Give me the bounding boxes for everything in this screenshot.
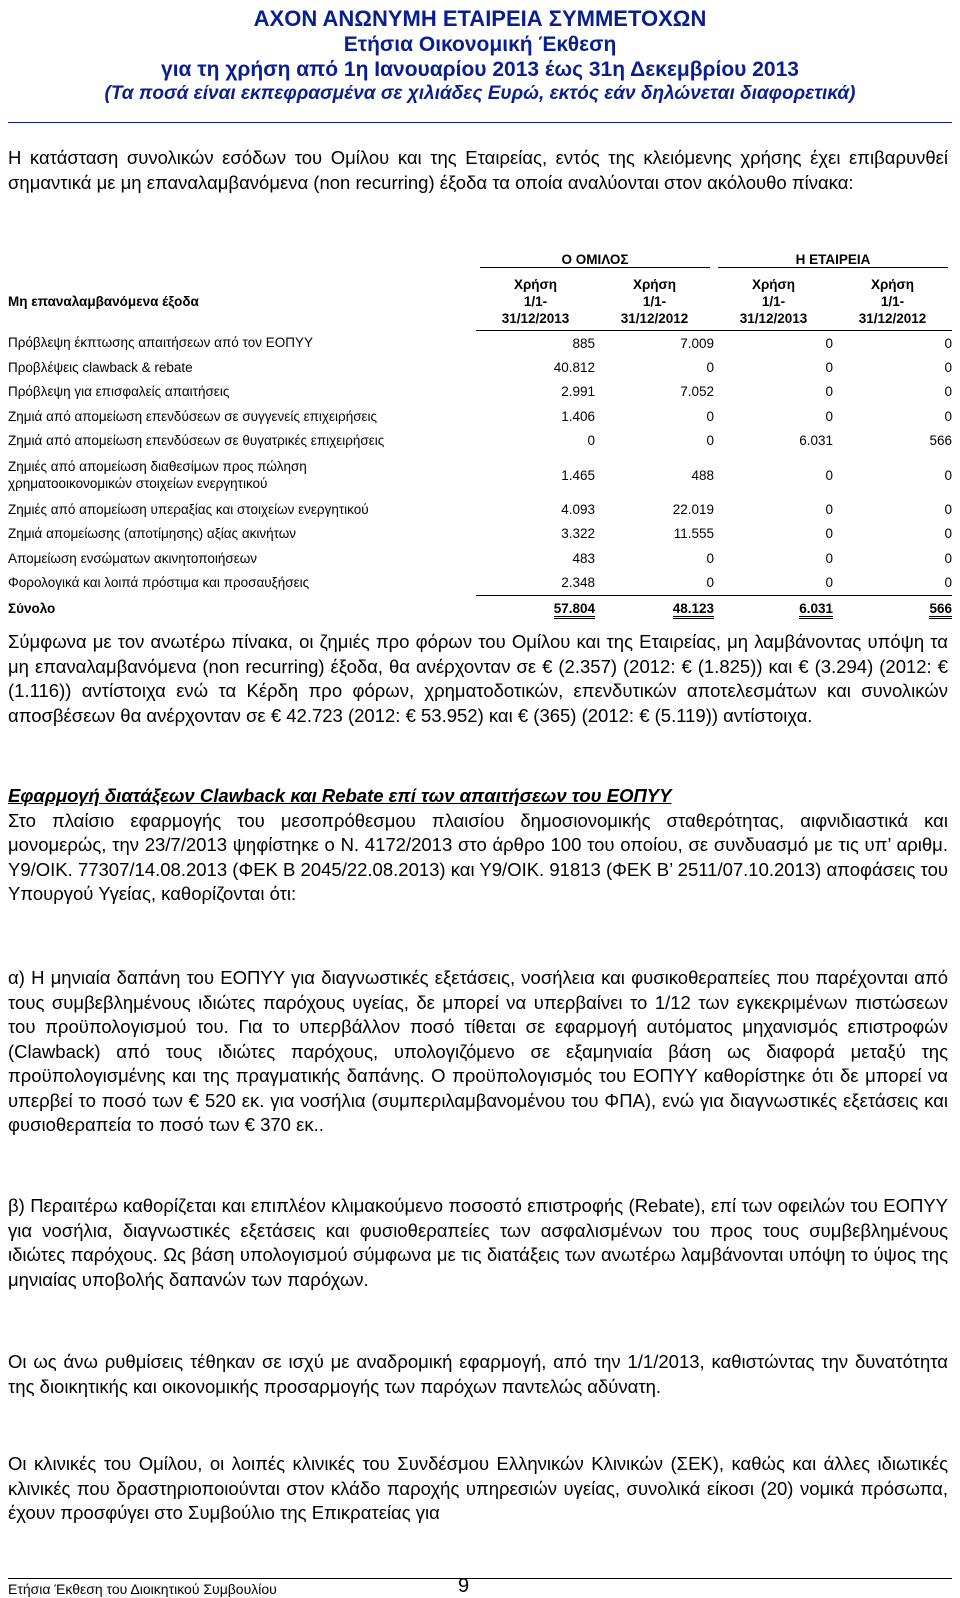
total-value: 48.123 xyxy=(673,601,714,619)
table-row: Απομείωση ενσώματων ακινητοποιήσεων 483 0 0 0 xyxy=(8,550,952,566)
total-value: 566 xyxy=(929,601,952,619)
group-label: Ο ΟΜΙΛΟΣ xyxy=(480,252,710,268)
column-header: Χρήση 1/1- 31/12/2012 xyxy=(595,272,714,331)
summary-paragraph: Σύμφωνα με τον ανωτέρω πίνακα, οι ζημιές προ φόρων του Ομίλου και της Εταιρείας, μη λαμβάνοντας υπόψη τα μη επαναλαμβανόμενα (non recurring) έξοδα, θα ανέρχονταν σε € (2.357) (2012: € (1.825)) και € (3.294) (2012: € (1.116)) αντίστοιχα ενώ τα Κέρδη προ φόρων, χρηματοδοτικών, επενδυτικών αποτελεσμάτων και συνολικών αποσβέσεων θα ανέρχονταν σε € 42.723 (2012: € 53.952) και € (365) (2012: € (5.119)) αντίστοιχα. xyxy=(8,631,948,726)
report-title: Ετήσια Οικονομική Έκθεση xyxy=(343,33,617,56)
paragraph-d: Οι κλινικές του Ομίλου, οι λοιπές κλινικές του Συνδέσμου Ελληνικών Κλινικών (ΣΕΚ), καθώς και άλλες ιδιωτικές κλινικές που δραστηριοποιούνται στον κλάδο παροχής υπηρεσιών υγείας, συνολικά είκοσι (20) νομικά πρόσωπα, έχουν προσφύγει στο Συμβούλιο της Επικρατείας για xyxy=(8,1453,948,1523)
table-row: Ζημιές από απομείωση διαθεσίμων προς πώληση χρηματοοικονομικών στοιχείων ενεργητικού 1.465 488 0 0 xyxy=(8,459,952,491)
intro-paragraph: Η κατάσταση συνολικών εσόδων του Ομίλου και της Εταιρείας, εντός της κλειόμενης χρήσης έχει επιβαρυνθεί σημαντικά με μη επαναλαμβανόμενα (non recurring) έξοδα τα οποία αναλύονται στον ακόλουθο πίνακα: xyxy=(8,147,948,193)
table-row: Ζημιά από απομείωση επενδύσεων σε συγγενείς επιχειρήσεις 1.406 0 0 0 xyxy=(8,408,952,424)
group-column-header xyxy=(476,248,714,272)
paragraph-c: Οι ως άνω ρυθμίσεις τέθηκαν σε ισχύ με αναδρομική εφαρμογή, από την 1/1/2013, καθιστώντας την δυνατότητα της διοικητικής και οικονομικής προσαρμογής των παρόχων παντελώς αδύνατη. xyxy=(8,1351,948,1397)
table-row: Πρόβλεψη έκπτωσης απαιτήσεων από τον ΕΟΠΥΥ 885 7.009 0 0 xyxy=(8,335,952,351)
footer-text: Ετήσια Έκθεση του Διοικητικού Συμβουλίου xyxy=(8,1581,277,1597)
clawback-section xyxy=(8,784,948,907)
header-divider xyxy=(8,122,952,123)
currency-note: (Τα ποσά είναι εκπεφρασμένα σε χιλιάδες Ευρώ, εκτός εάν δηλώνεται διαφορετικά) xyxy=(104,83,856,104)
table-row: Φορολογικά και λοιπά πρόστιμα και προσαυξήσεις 2.348 0 0 0 xyxy=(8,571,952,596)
document-header xyxy=(0,6,960,106)
table-row: Ζημιά απομείωσης (αποτίμησης) αξίας ακινήτων 3.322 11.555 0 0 xyxy=(8,526,952,542)
table-row: Ζημιές από απομείωση υπεραξίας και στοιχείων ενεργητικού 4.093 22.019 0 0 xyxy=(8,501,952,517)
company-column-header xyxy=(714,248,952,272)
paragraph-b: β) Περαιτέρω καθορίζεται και επιπλέον κλιμακούμενο ποσοστό επιστροφής (Rebate), επί των οφειλών του ΕΟΠΥΥ για νοσήλια, διαγνωστικές εξετάσεις και φυσιοθεραπείες των ασφαλισμένων του προς τους συμβεβλημένους ιδιώτες παρόχους. Ως βάση υπολογισμού σύμφωνα με τις διατάξεις των ανωτέρω λαμβάνονται υπόψη το ύψος της μηνιαίας υποβολής δαπανών των παρόχων. xyxy=(8,1195,948,1290)
non-recurring-expenses-table xyxy=(8,248,952,622)
page-number: 9 xyxy=(458,1575,470,1597)
section-title: Εφαρμογή διατάξεων Clawback και Rebate επί των απαιτήσεων του ΕΟΠΥΥ xyxy=(8,785,672,806)
company-label: Η ΕΤΑΙΡΕΙΑ xyxy=(718,252,948,268)
column-header: Χρήση 1/1- 31/12/2012 xyxy=(833,272,952,331)
report-period: για τη χρήση από 1η Ιανουαρίου 2013 έως 31η Δεκεμβρίου 2013 xyxy=(161,58,799,81)
section-body: Στο πλαίσιο εφαρμογής του μεσοπρόθεσμου πλαισίου δημοσιονομικής σταθερότητας, αιφνιδιαστικά και μονομερώς, την 23/7/2013 ψηφίστηκε ο Ν. 4172/2013 στο άρθρο 100 του οποίου, σε συνδυασμό με τις υπ’ αριθμ. Υ9/ΟΙΚ. 77307/14.08.2013 (ΦΕΚ Β 2045/22.08.2013) και Υ9/ΟΙΚ. 91813 (ΦΕΚ Β’ 2511/07.10.2013) αποφάσεις του Υπουργού Υγείας, καθορίζονται ότι: xyxy=(8,809,948,904)
column-header: Χρήση 1/1- 31/12/2013 xyxy=(714,272,833,331)
company-name: ΑΧΟΝ ΑΝΩΝΥΜΗ ΕΤΑΙΡΕΙΑ ΣΥΜΜΕΤΟΧΩΝ xyxy=(253,6,707,31)
page-footer xyxy=(8,1575,952,1597)
total-row xyxy=(8,595,952,622)
total-value: 6.031 xyxy=(799,601,833,619)
row-header: Μη επαναλαμβανόμενα έξοδα xyxy=(8,293,199,309)
table-row: Ζημιά από απομείωση επενδύσεων σε θυγατρικές επιχειρήσεις 0 0 6.031 566 xyxy=(8,433,952,449)
table-row: Πρόβλεψη για επισφαλείς απαιτήσεις 2.991 7.052 0 0 xyxy=(8,384,952,400)
paragraph-a: α) Η μηνιαία δαπάνη του ΕΟΠΥΥ για διαγνωστικές εξετάσεις, νοσήλεια και φυσικοθεραπείες που παρέχονται από τους συμβεβλημένους ιδιώτες παρόχους υγείας, δε μπορεί να υπερβαίνει το 1/12 των εγκεκριμένων πιστώσεων του προϋπολογισμού του. Για το υπερβάλλον ποσό τίθεται σε εφαρμογή αυτόματος μηχανισμός επιστροφών (Clawback) από τους ιδιώτες παρόχους, υπολογιζόμενο σε εξαμηνιαία βάση ως διαφορά μεταξύ της προϋπολογισμένης και της πραγματικής δαπάνης. Ο προϋπολογισμός του ΕΟΠΥΥ καθορίστηκε ότι δε μπορεί να υπερβεί το ποσό των € 520 εκ. για νοσήλια (συμπεριλαμβανομένου του ΦΠΑ), ενώ για διαγνωστικές εξετάσεις και φυσιοθεραπεία το ποσό των € 370 εκ.. xyxy=(8,967,948,1135)
table-row: Προβλέψεις clawback & rebate 40.812 0 0 0 xyxy=(8,359,952,375)
total-value: 57.804 xyxy=(554,601,595,619)
total-label: Σύνολο xyxy=(8,600,56,616)
column-header: Χρήση 1/1- 31/12/2013 xyxy=(476,272,595,331)
